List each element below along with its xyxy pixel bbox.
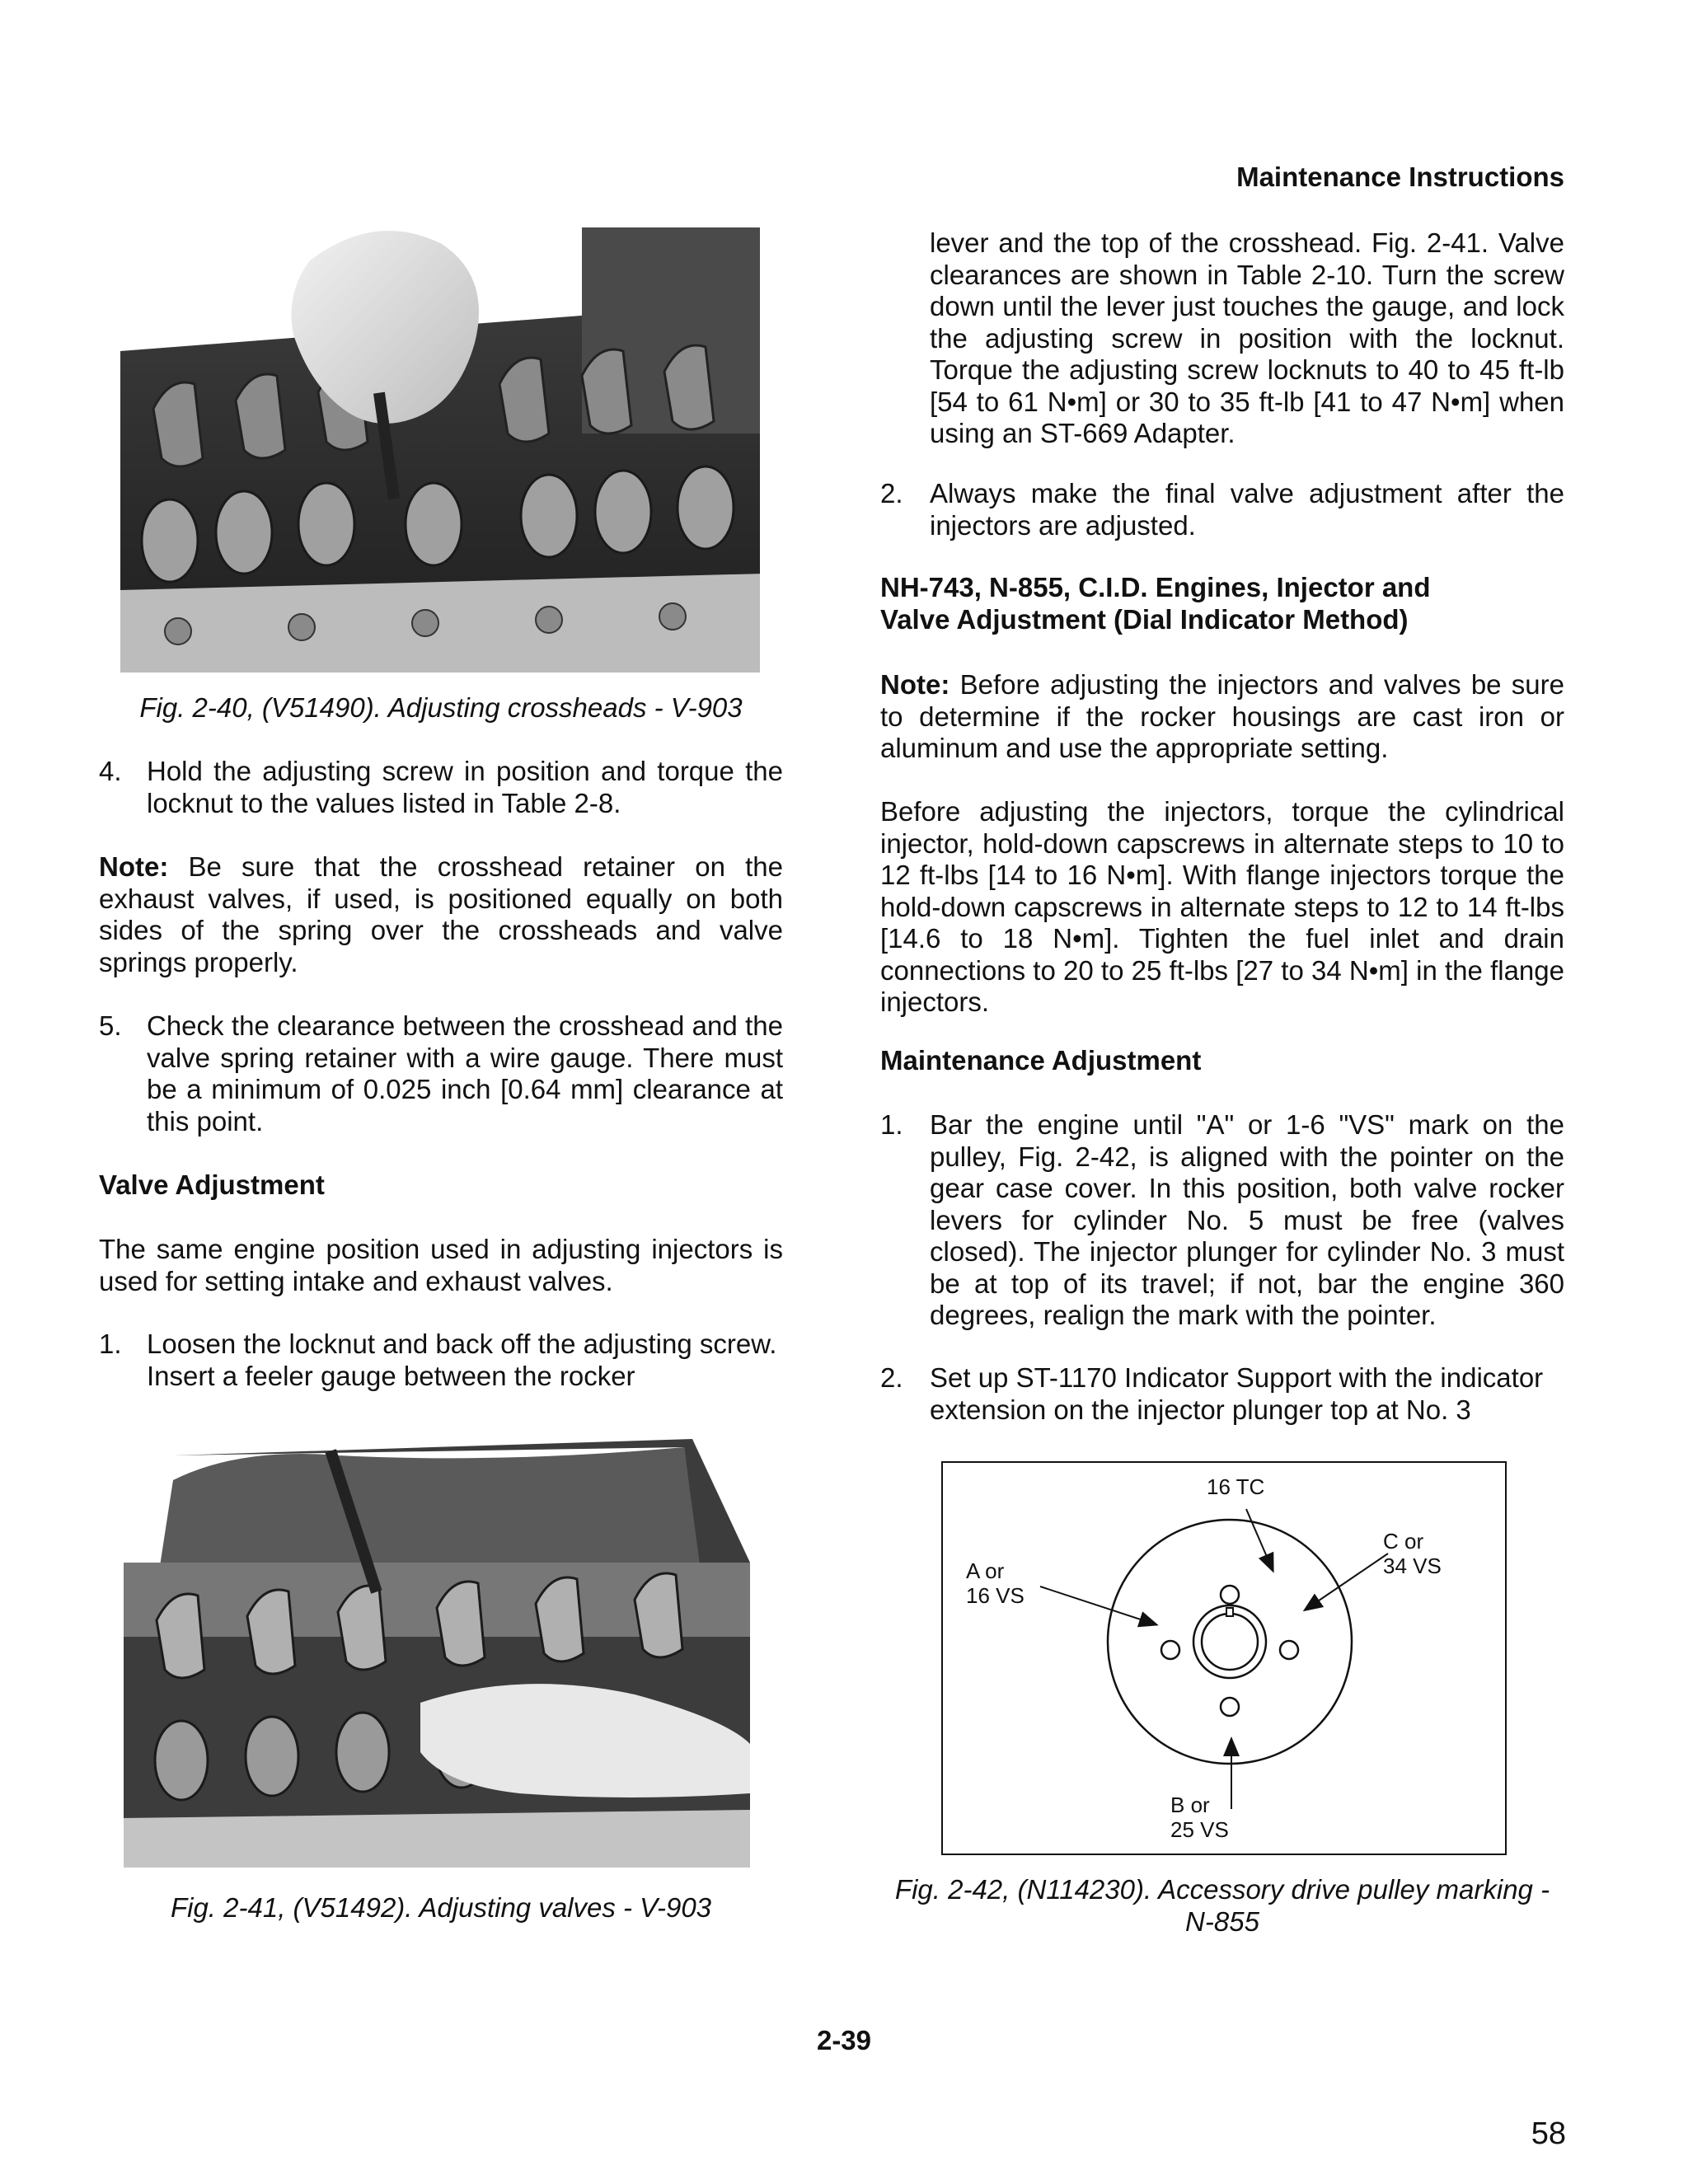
label-line: A or xyxy=(966,1558,1005,1583)
list-number: 1. xyxy=(880,1109,903,1140)
bolt-hole xyxy=(1280,1641,1298,1659)
label-16tc: 16 TC xyxy=(1207,1474,1265,1499)
pulley-outline xyxy=(1108,1520,1352,1764)
list-item xyxy=(99,1329,783,1394)
label-c-34vs xyxy=(1383,1529,1442,1578)
section-heading-dial-indicator-method xyxy=(880,572,1564,635)
section-heading-maintenance-adjustment: Maintenance Adjustment xyxy=(880,1045,1202,1076)
caption-line: N-855 xyxy=(1185,1905,1259,1937)
list-text: Bar the engine until "A" or 1-6 "VS" mark on the pulley, Fig. 2-42, is aligned with the pointer on the gear case cover. In this position, both valve rocker levers for cylinder No. 5 must be free (valves closed). The injector plunger for cylinder No. 3 must be at top of its travel; if not, bar the engine 360 degrees, realign the mark with the pointer. xyxy=(930,1109,1564,1330)
heading-line: NH-743, N-855, C.I.D. Engines, Injector and xyxy=(880,572,1431,602)
list-text xyxy=(930,1362,1564,1426)
note-paragraph xyxy=(99,851,783,978)
list-text xyxy=(147,1329,783,1392)
label-a-16vs xyxy=(966,1558,1025,1608)
list-text-line: extension on the injector plunger top at No. 3 xyxy=(930,1394,1471,1425)
label-line: 16 VS xyxy=(966,1583,1025,1608)
list-text-line: Set up ST-1170 Indicator Support with the indicator xyxy=(930,1362,1544,1393)
list-text-line: Insert a feeler gauge between the rocker xyxy=(147,1360,635,1391)
page-label: 2-39 xyxy=(816,2025,872,2055)
list-text: Always make the final valve adjustment after the injectors are adjusted. xyxy=(930,478,1564,541)
list-number: 5. xyxy=(99,1010,122,1041)
photo-adjusting-crossheads xyxy=(120,227,760,673)
heading-line: Valve Adjustment (Dial Indicator Method) xyxy=(880,603,1409,635)
figure-caption-2-42 xyxy=(880,1874,1564,1938)
note-paragraph xyxy=(880,669,1564,765)
list-text: Hold the adjusting screw in position and torque the locknut to the values listed in Table 2-8. xyxy=(147,756,783,818)
photo-adjusting-valves xyxy=(124,1431,750,1868)
paragraph: The same engine position used in adjusting injectors is used for setting intake and exhaust valves. xyxy=(99,1234,783,1296)
list-number: 2. xyxy=(880,1362,903,1393)
label-line: 25 VS xyxy=(1170,1817,1229,1842)
list-item xyxy=(880,478,1564,544)
bolt-hole xyxy=(1221,1698,1239,1716)
page-number: 58 xyxy=(1531,2116,1566,2151)
list-number: 2. xyxy=(880,478,903,509)
list-number: 4. xyxy=(99,756,122,786)
label-line: 34 VS xyxy=(1383,1554,1442,1578)
label-line: B or xyxy=(1170,1793,1210,1817)
figure-caption-2-40: Fig. 2-40, (V51490). Adjusting crossheads - V-903 xyxy=(139,692,743,723)
note-label: Note: xyxy=(99,851,169,882)
figure-caption-2-41: Fig. 2-41, (V51492). Adjusting valves - V-903 xyxy=(170,1892,712,1923)
list-number: 1. xyxy=(99,1329,122,1359)
note-text: Before adjusting the injectors and valves be sure to determine if the rocker housings are cast iron or aluminum and use the appropriate setting. xyxy=(880,669,1564,763)
caption-line: Fig. 2-42, (N114230). Accessory drive pulley marking - xyxy=(894,1874,1550,1905)
section-title: Maintenance Instructions xyxy=(1236,162,1564,192)
pulley-marking-diagram xyxy=(941,1461,1507,1855)
label-line: C or xyxy=(1383,1529,1424,1554)
list-item xyxy=(99,1010,783,1142)
bolt-hole xyxy=(1221,1586,1239,1604)
paragraph: lever and the top of the crosshead. Fig. 2-41. Valve clearances are shown in Table 2-10. Turn the screw down until the lever just touches the gauge, and lock the adjusting screw in position with the locknut. Torque the adjusting screw locknuts to 40 to 45 ft-lb [54 to 61 N•m] or 30 to 35 ft-lb [41 to 47 N•m] when using an ST-669 Adapter. xyxy=(930,227,1564,448)
list-item xyxy=(880,1362,1564,1428)
list-item xyxy=(99,756,783,822)
list-item xyxy=(880,1109,1564,1332)
pointer-c xyxy=(1306,1554,1388,1610)
section-heading-valve-adjustment: Valve Adjustment xyxy=(99,1169,325,1200)
bolt-hole xyxy=(1161,1641,1179,1659)
paragraph: Before adjusting the injectors, torque the cylindrical injector, hold-down capscrews in alternate steps to 10 to 12 ft-lbs [14 to 16 N•m]. With flange injectors torque the hold-down capscrews in alternate steps to 12 to 14 ft-lbs [14.6 to 18 N•m]. Tighten the fuel inlet and drain connections to 20 to 25 ft-lbs [27 to 34 N•m] in the flange injectors. xyxy=(880,796,1564,1017)
list-text-line: Loosen the locknut and back off the adjusting screw. xyxy=(147,1329,777,1359)
pointer-16tc xyxy=(1246,1509,1273,1570)
note-text: Be sure that the crosshead retainer on the exhaust valves, if used, is positioned equally on both sides of the spring over the crossheads and valve springs properly. xyxy=(99,851,783,977)
list-text: Check the clearance between the crosshead and the valve spring retainer with a wire gauge. There must be a minimum of 0.025 inch [0.64 mm] clearance at this point. xyxy=(147,1010,783,1137)
note-label: Note: xyxy=(880,669,950,700)
pointer-a xyxy=(1040,1586,1156,1624)
label-b-25vs xyxy=(1170,1793,1229,1842)
